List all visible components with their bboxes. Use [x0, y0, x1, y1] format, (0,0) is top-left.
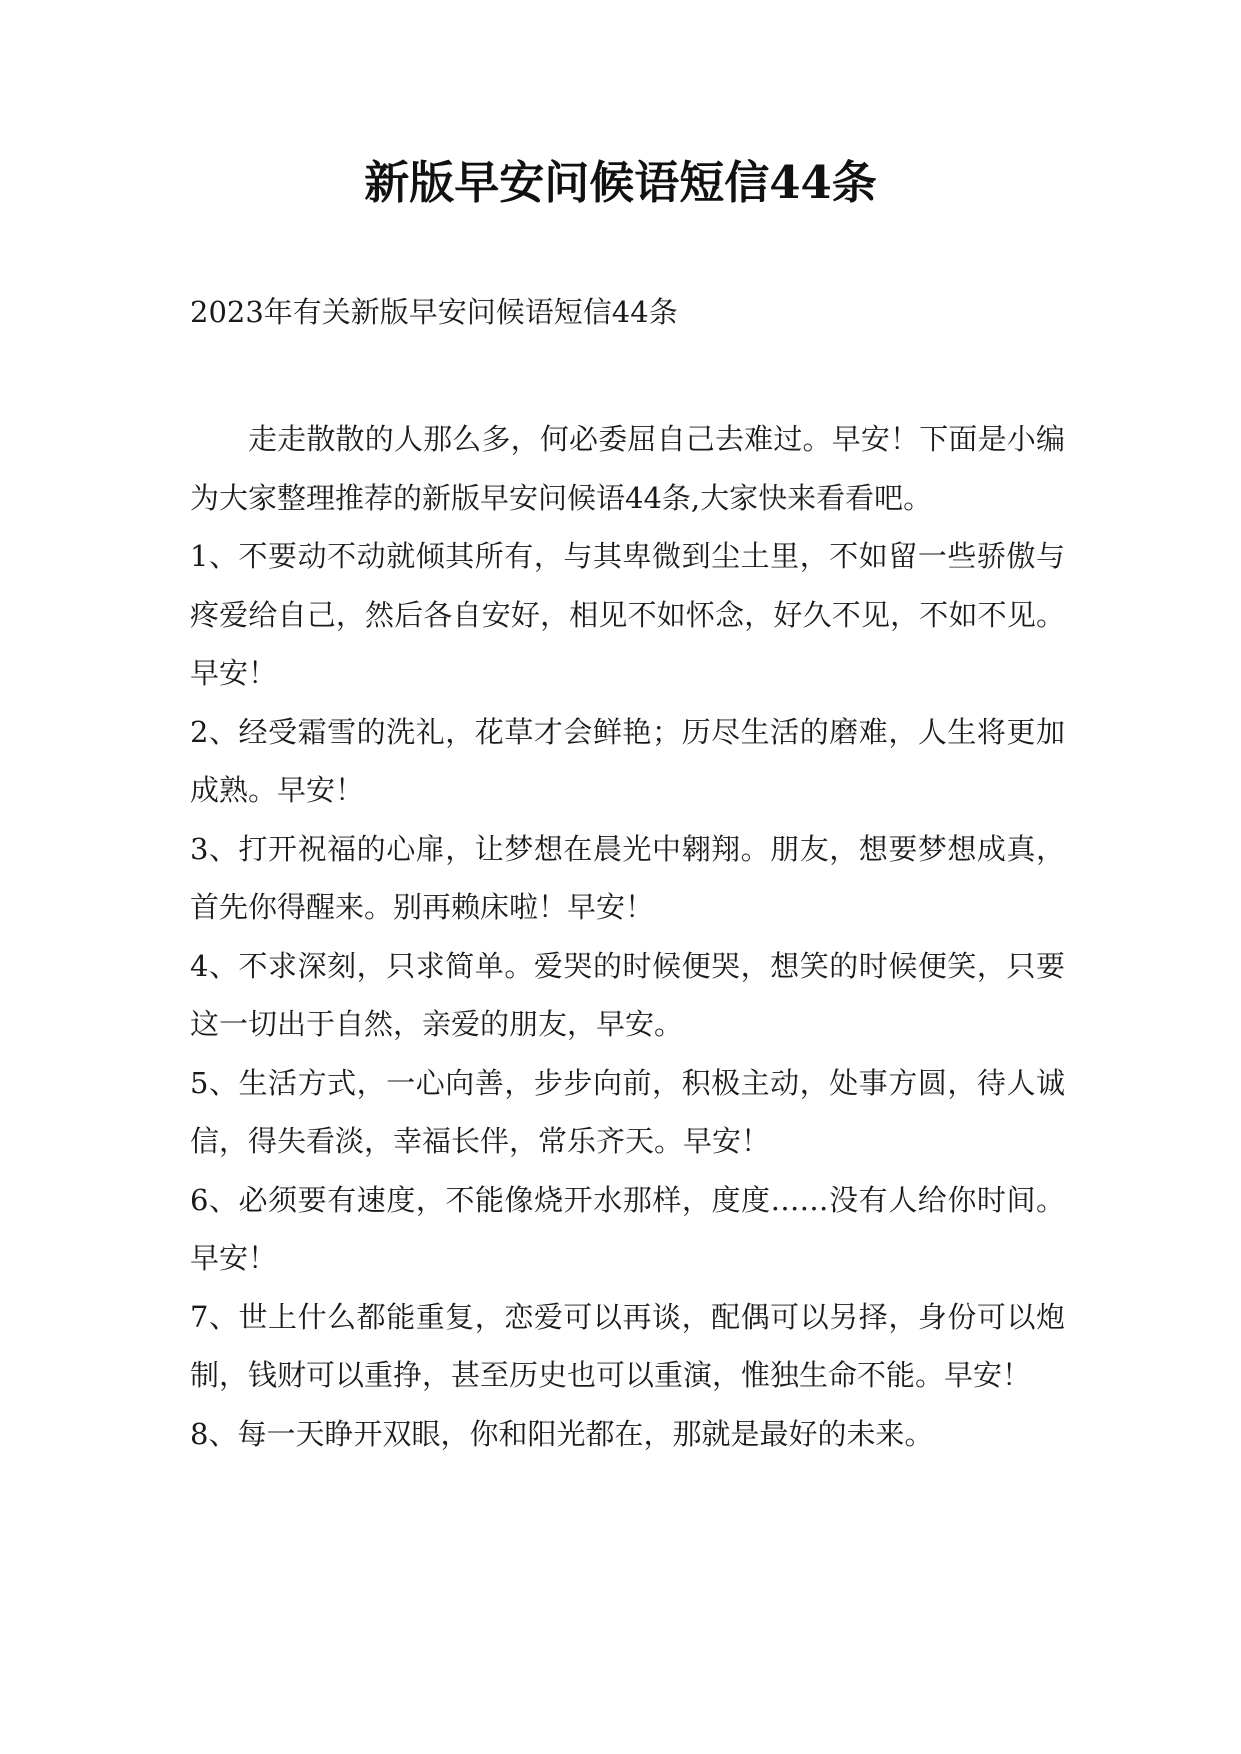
list-item: 5、生活方式，一心向善，步步向前，积极主动，处事方圆，待人诚信，得失看淡，幸福长伴，常乐齐天。早安！: [190, 1065, 1065, 1158]
document-body: [190, 410, 1065, 1463]
list-item: 4、不求深刻，只求简单。爱哭的时候便哭，想笑的时候便笑，只要这一切出于自然，亲爱的朋友，早安。: [190, 948, 1065, 1041]
list-item: 2、经受霜雪的洗礼，花草才会鲜艳；历尽生活的磨难，人生将更加成熟。早安！: [190, 714, 1065, 807]
intro-paragraph: 走走散散的人那么多，何必委屈自己去难过。早安！下面是小编为大家整理推荐的新版早安问候语44条,大家快来看看吧。: [190, 422, 1065, 515]
list-item: 1、不要动不动就倾其所有，与其卑微到尘土里，不如留一些骄傲与疼爱给自己，然后各自安好，相见不如怀念，好久不见，不如不见。早安！: [190, 539, 1065, 690]
document-subtitle: 2023年有关新版早安问候语短信44条: [190, 295, 678, 329]
document-title: 新版早安问候语短信44条: [364, 156, 877, 209]
list-item: 6、必须要有速度，不能像烧开水那样，度度……没有人给你时间。早安！: [190, 1182, 1065, 1275]
list-item: 7、世上什么都能重复，恋爱可以再谈，配偶可以另择，身份可以炮制，钱财可以重挣，甚至历史也可以重演，惟独生命不能。早安！: [190, 1299, 1065, 1392]
list-item: 8、每一天睁开双眼，你和阳光都在，那就是最好的未来。: [190, 1416, 934, 1451]
list-item: 3、打开祝福的心扉，让梦想在晨光中翱翔。朋友，想要梦想成真，首先你得醒来。别再赖床啦！早安！: [190, 831, 1065, 924]
